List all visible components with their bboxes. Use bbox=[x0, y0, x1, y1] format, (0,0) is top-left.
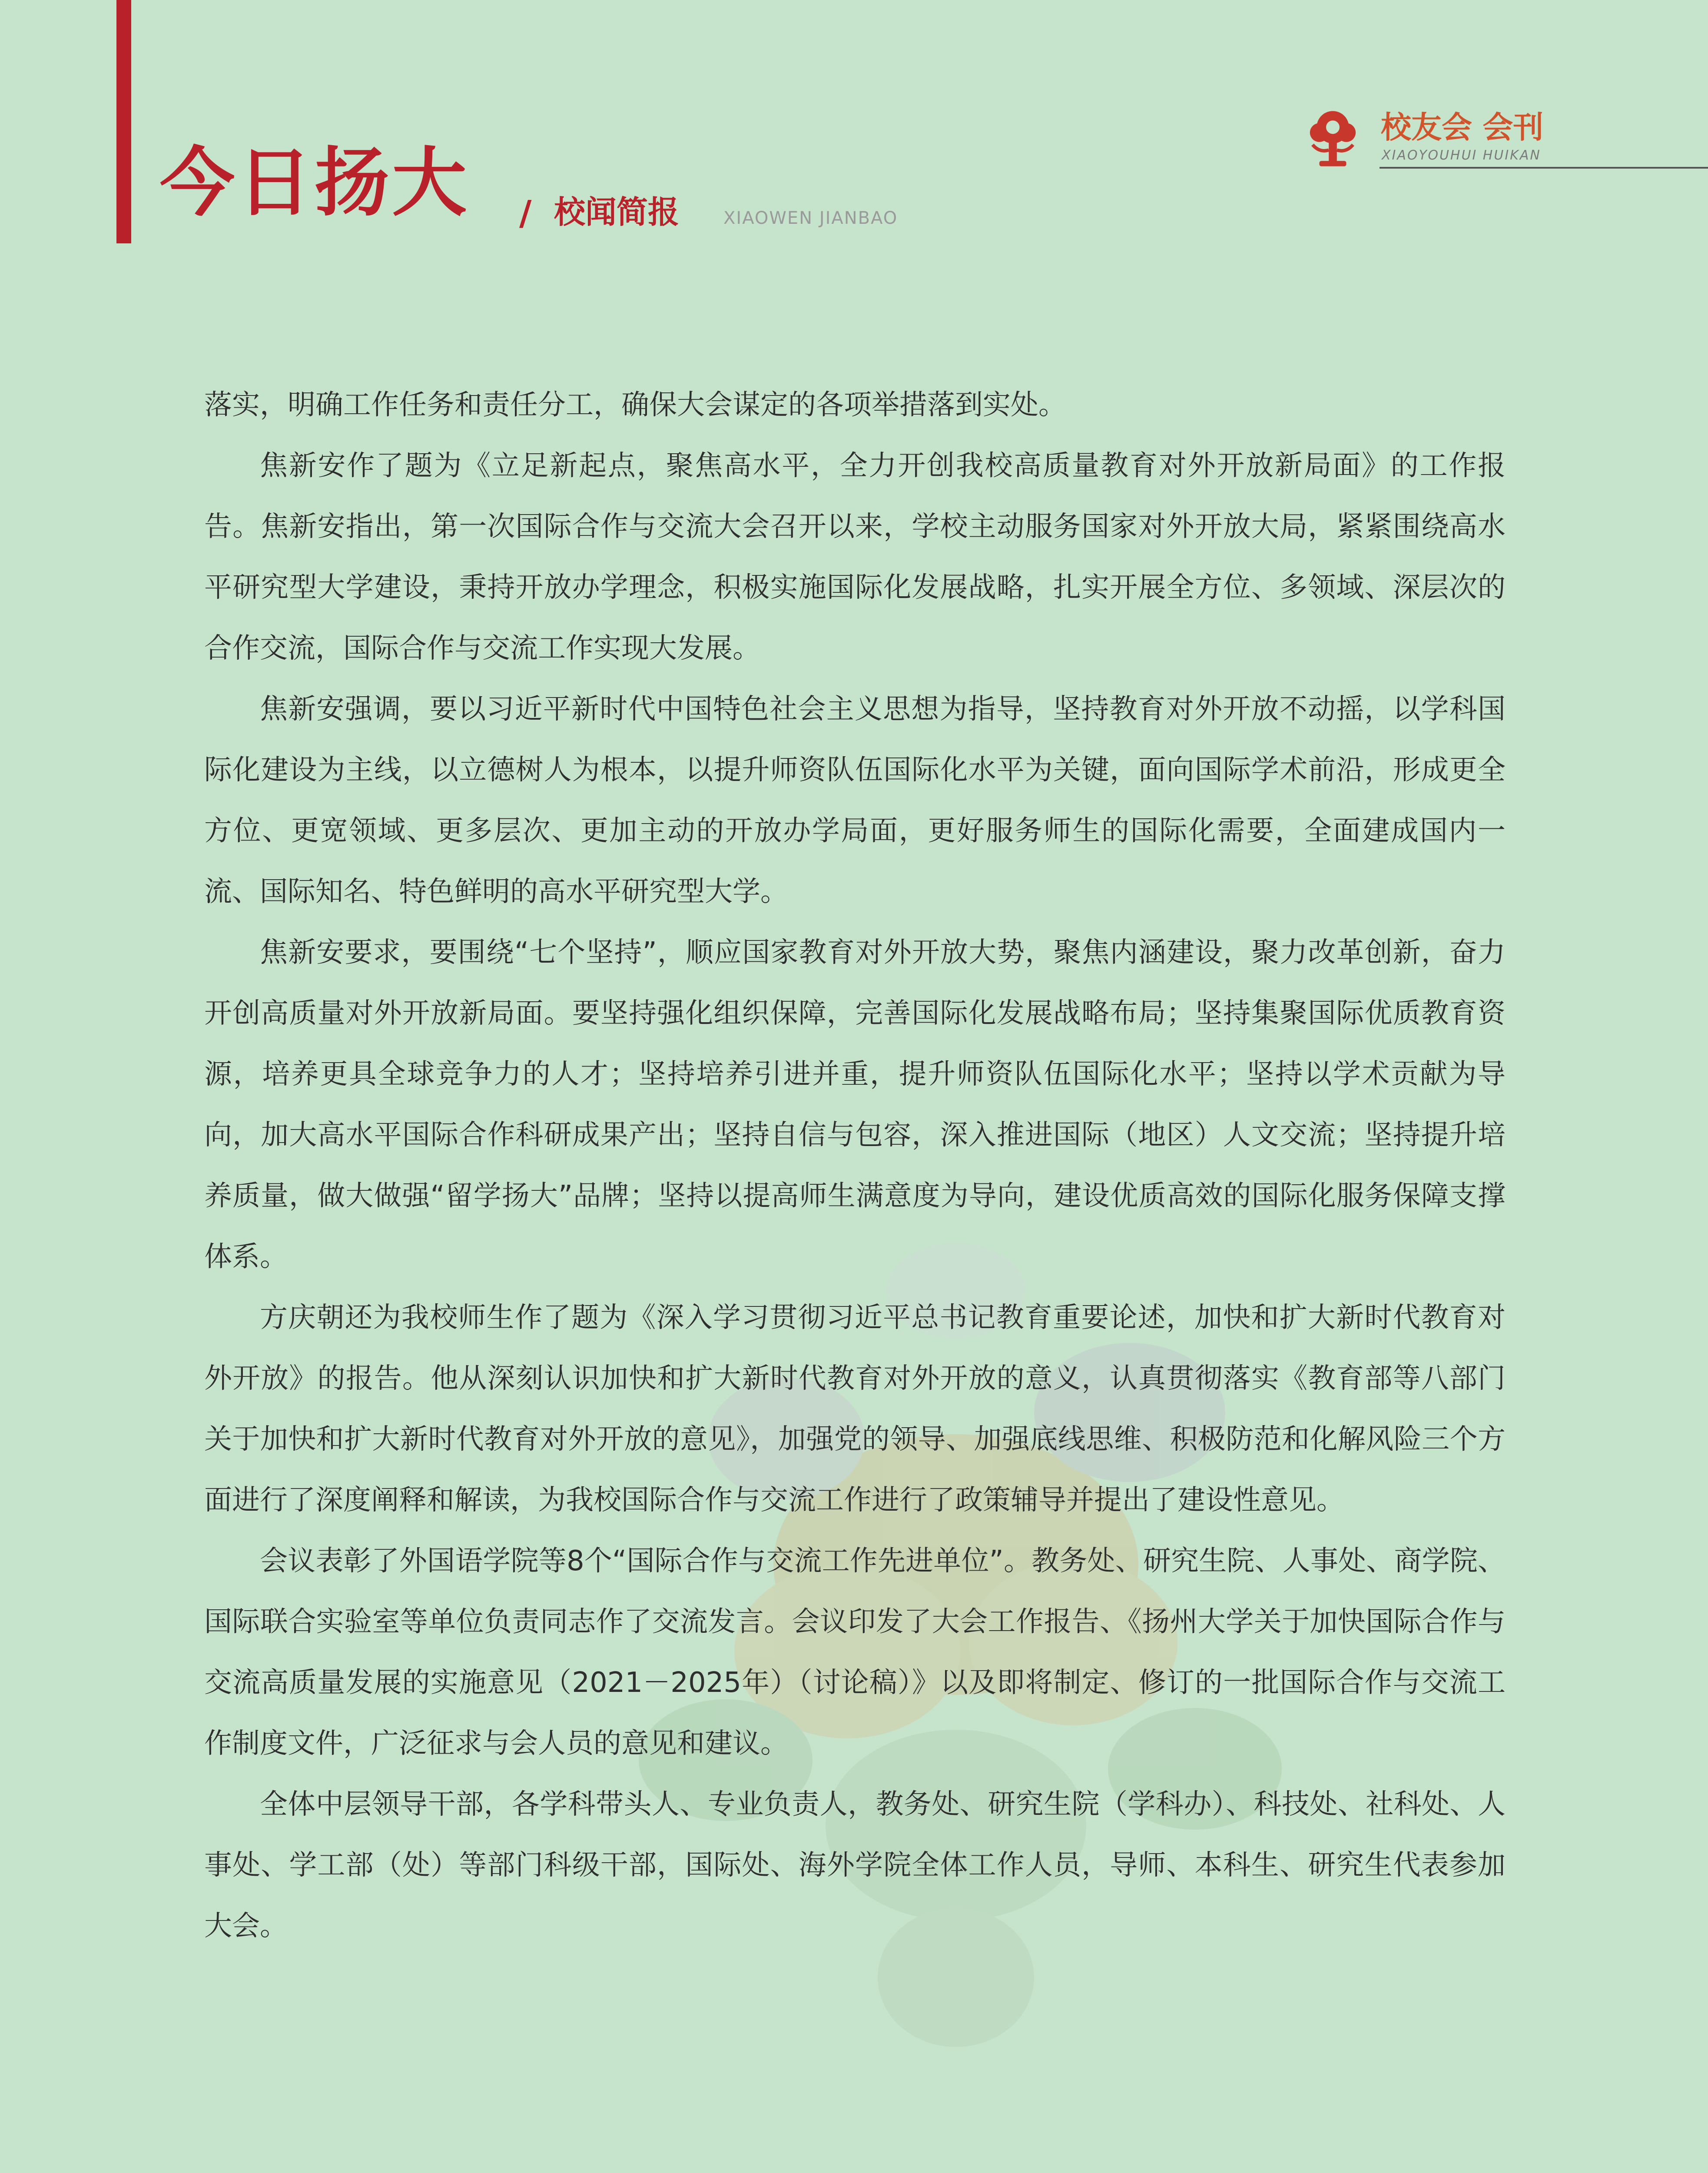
article-paragraph: 全体中层领导干部，各学科带头人、专业负责人，教务处、研究生院（学科办）、科技处、社科处、人事处、学工部（处）等部门科级干部，国际处、海外学院全体工作人员，导师、本科生、研究生代表参加大会。 bbox=[204, 1788, 1506, 1942]
subtitle-separator: / bbox=[519, 194, 532, 233]
section-subtitle-pinyin: XIAOWEN JIANBAO bbox=[723, 208, 898, 228]
section-subtitle: 校闻简报 bbox=[554, 194, 680, 230]
article-paragraph: 焦新安要求，要围绕“七个坚持”，顺应国家教育对外开放大势，聚焦内涵建设，聚力改革创新，奋力开创高质量对外开放新局面。要坚持强化组织保障，完善国际化发展战略布局；坚持集聚国际优质教育资源，培养更具全球竞争力的人才；坚持培养引进并重，提升师资队伍国际化水平；坚持以学术贡献为导向，加大高水平国际合作科研成果产出；坚持自信与包容，深入推进国际（地区）人文交流；坚持提升培养质量，做大做强“留学扬大”品牌；坚持以提高师生满意度为导向，建设优质高效的国际化服务保障支撑体系。 bbox=[204, 937, 1506, 1273]
article-paragraph: 焦新安作了题为《立足新起点，聚焦高水平，全力开创我校高质量教育对外开放新局面》的工作报告。焦新安指出，第一次国际合作与交流大会召开以来，学校主动服务国家对外开放大局，紧紧围绕高水平研究型大学建设，秉持开放办学理念，积极实施国际化发展战略，扎实开展全方位、多领域、深层次的合作交流，国际合作与交流工作实现大发展。 bbox=[204, 450, 1506, 665]
article-paragraph: 会议表彰了外国语学院等8个“国际合作与交流工作先进单位”。教务处、研究生院、人事处、商学院、国际联合实验室等单位负责同志作了交流发言。会议印发了大会工作报告、《扬州大学关于加快国际合作与交流高质量发展的实施意见（2021－2025年）（讨论稿）》以及即将制定、修订的一批国际合作与交流工作制度文件，广泛征求与会人员的意见和建议。 bbox=[204, 1545, 1506, 1760]
masthead-pinyin: XIAOYOUHUI HUIKAN bbox=[1382, 148, 1541, 163]
article-paragraph: 方庆朝还为我校师生作了题为《深入学习贯彻习近平总书记教育重要论述，加快和扩大新时代教育对外开放》的报告。他从深刻认识加快和扩大新时代教育对外开放的意义，认真贯彻落实《教育部等八部门关于加快和扩大新时代教育对外开放的意见》，加强党的领导、加强底线思维、积极防范和化解风险三个方面进行了深度阐释和解读，为我校国际合作与交流工作进行了政策辅导并提出了建设性意见。 bbox=[204, 1302, 1506, 1516]
masthead bbox=[1290, 100, 1708, 174]
masthead-title: 校友会 会刊 bbox=[1381, 110, 1544, 145]
article-paragraph: 焦新安强调，要以习近平新时代中国特色社会主义思想为指导，坚持教育对外开放不动摇，以学科国际化建设为主线，以立德树人为根本，以提升师资队伍国际化水平为关键，面向国际学术前沿，形成更全方位、更宽领域、更多层次、更加主动的开放办学局面，更好服务师生的国际化需要，全面建成国内一流、国际知名、特色鲜明的高水平研究型大学。 bbox=[204, 693, 1506, 908]
alumni-association-logo-icon bbox=[1299, 104, 1366, 172]
masthead-rule bbox=[1380, 167, 1708, 169]
article-paragraph: 落实，明确工作任务和责任分工，确保大会谋定的各项举措落到实处。 bbox=[204, 389, 1066, 421]
article-body bbox=[204, 375, 1506, 1957]
section-title: 今日扬大 bbox=[160, 139, 469, 226]
section-accent-bar bbox=[116, 0, 131, 243]
